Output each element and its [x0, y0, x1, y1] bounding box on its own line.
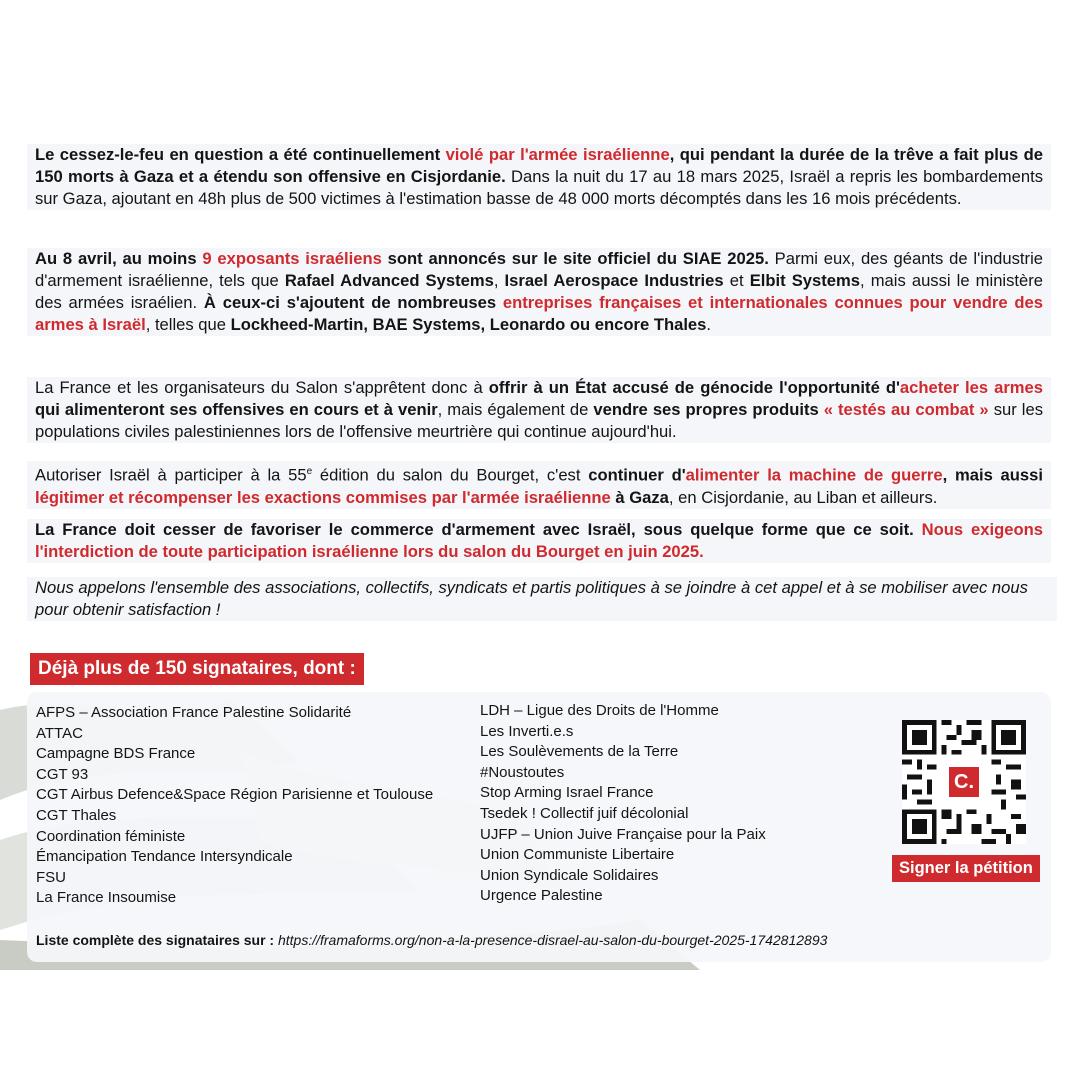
- paragraph-call-to-action: Nous appelons l'ensemble des associations, collectifs, syndicats et partis politiques à se joindre à cet appel et à se mobiliser avec nous pour obtenir satisfaction !: [27, 577, 1057, 621]
- signatory-item: AFPS – Association France Palestine Solidarité: [36, 704, 352, 721]
- full-list-label: Liste complète des signataires sur :: [36, 932, 278, 948]
- qr-logo-badge: C.: [946, 764, 982, 800]
- signatory-item: LDH – Ligue des Droits de l'Homme: [480, 702, 719, 719]
- sign-petition-button[interactable]: Signer la pétition: [892, 855, 1040, 882]
- signatory-item: Coordination féministe: [36, 827, 186, 845]
- signatories-list-left: [36, 703, 433, 909]
- signatory-item: ATTAC: [36, 724, 83, 742]
- signatory-item: CGT Airbus Defence&Space Région Parisienne et Toulouse: [36, 786, 434, 804]
- signatory-item: Stop Arming Israel France: [480, 784, 654, 802]
- paragraph-bourget: Autoriser Israël à participer à la 55e édition du salon du Bourget, c'est continuer d'alimenter la machine de guerre, mais aussi légitimer et récompenser les exactions commises par l'armée israélienne à Gaza, en Cisjordanie, au Liban et ailleurs.: [27, 461, 1051, 509]
- signatory-item: UJFP – Union Juive Française pour la Paix: [480, 825, 766, 843]
- paragraph-demand: La France doit cesser de favoriser le commerce d'armement avec Israël, sous quelque forme que ce soit. Nous exigeons l'interdiction de toute participation israélienne lors du salon du Bourget en juin 2025.: [27, 519, 1051, 563]
- signatory-item: Les Soulèvements de la Terre: [480, 743, 679, 761]
- signatory-item: Les Inverti.e.s: [480, 722, 574, 740]
- signatories-heading: Déjà plus de 150 signataires, dont :: [30, 653, 364, 685]
- signatory-item: Campagne BDS France: [36, 745, 196, 763]
- signatory-item: FSU: [36, 868, 66, 886]
- signatory-item: Union Communiste Libertaire: [480, 846, 675, 864]
- full-list-url[interactable]: https://framaforms.org/non-a-la-presence-disrael-au-salon-du-bourget-2025-1742812893: [277, 932, 828, 948]
- signatory-item: #Noustoutes: [480, 763, 565, 781]
- signatory-item: Émancipation Tendance Intersyndicale: [36, 848, 293, 866]
- signatory-item: CGT 93: [36, 765, 89, 783]
- signatory-item: Union Syndicale Solidaires: [480, 866, 659, 884]
- paragraph-arms-sales: La France et les organisateurs du Salon s'apprêtent donc à offrir à un État accusé de génocide l'opportunité d'acheter les armes qui alimenteront ses offensives en cours et à venir, mais également de vendre ses propres produits « testés au combat » sur les populations civiles palestiniennes lors de l'offensive meurtrière qui continue aujourd'hui.: [27, 377, 1051, 443]
- signatory-item: Urgence Palestine: [480, 887, 603, 905]
- paragraph-exhibitors: Au 8 avril, au moins 9 exposants israéliens sont annoncés sur le site officiel du SIAE 2025. Parmi eux, des géants de l'industrie d'armement israélienne, tels que Rafael Advanced Systems, Israel Aerospace Industries et Elbit Systems, mais aussi le ministère des armées israélien. À ceux-ci s'ajoutent de nombreuses entreprises françaises et internationales connues pour vendre des armes à Israël, telles que Lockheed-Martin, BAE Systems, Leonardo ou encore Thales.: [27, 248, 1051, 336]
- signatory-item: Tsedek ! Collectif juif décolonial: [480, 804, 689, 822]
- paragraph-ceasefire: Le cessez-le-feu en question a été continuellement violé par l'armée israélienne, qui pendant la durée de la trêve a fait plus de 150 morts à Gaza et a étendu son offensive en Cisjordanie. Dans la nuit du 17 au 18 mars 2025, Israël a repris les bombardements sur Gaza, ajoutant en 48h plus de 500 victimes à l'estimation basse de 48 000 morts décomptés dans les 16 mois précédents.: [27, 144, 1051, 210]
- signatory-item: La France Insoumise: [36, 889, 177, 907]
- signatory-item: CGT Thales: [36, 806, 117, 824]
- signatories-list-right: [480, 701, 766, 907]
- full-signatories-link-line: [36, 930, 827, 950]
